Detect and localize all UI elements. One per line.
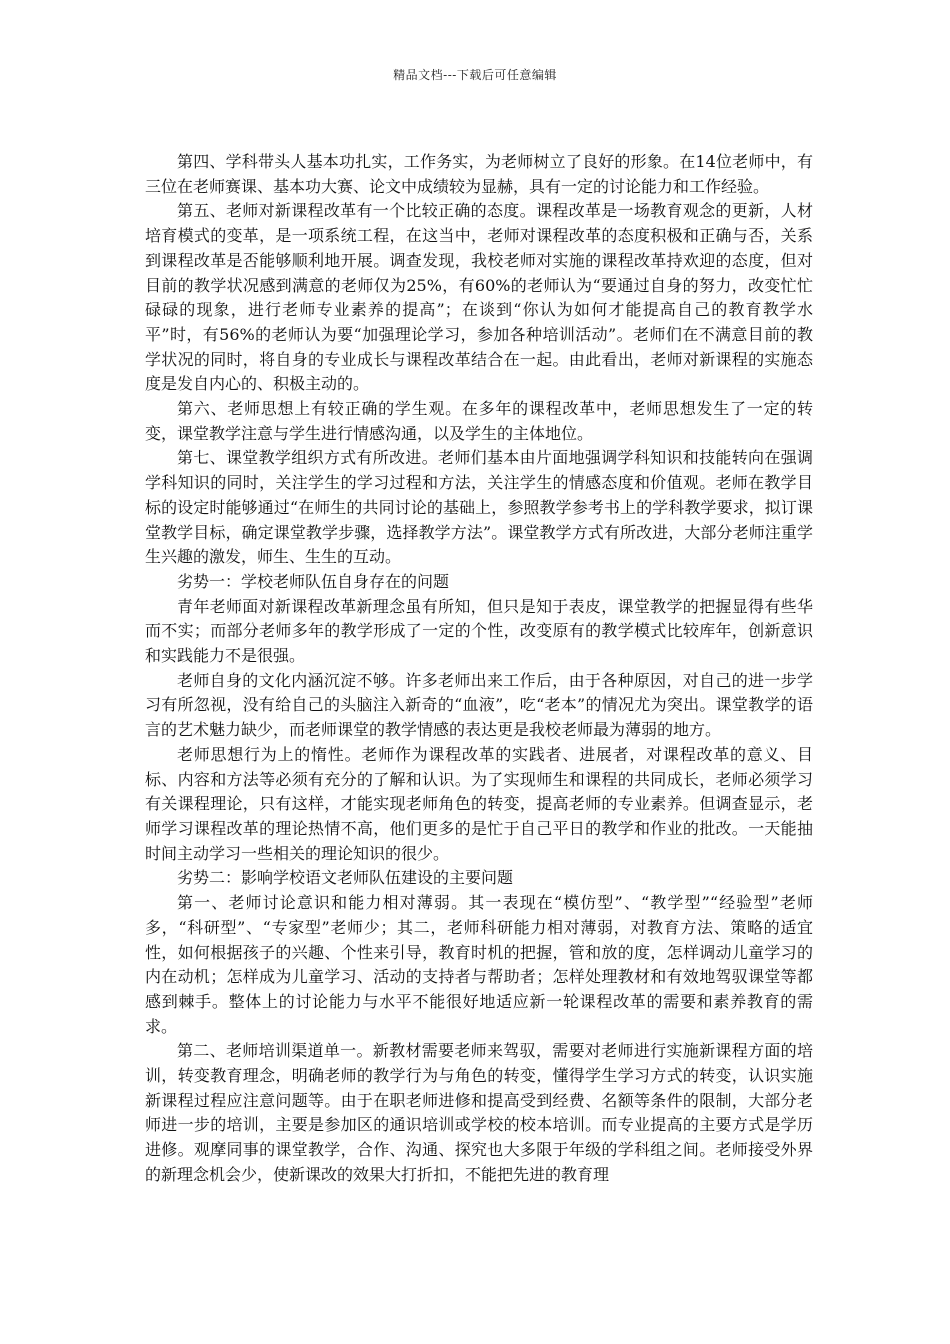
heading-weakness-2: 劣势二：影响学校语文老师队伍建设的主要问题 <box>177 868 514 888</box>
page-header: 精品文档---下载后可任意编辑 <box>393 68 557 82</box>
paragraph-strength-5: 第五、老师对新课程改革有一个比较正确的态度。课程改革是一场教育观念的更新，人材培育模式的变革，是一项系统工程，在这当中，老师对课程改革的态度积极和正确与否，关系到课程改革是否能够顺利地开展。调查发现，我校老师对实施的课程改革持欢迎的态度，但对目前的教学状况感到满意的老师仅为25%，有60%的老师认为“要通过自身的努力，改变忙忙碌碌的现象，进行老师专业素养的提高”；在谈到“你认为如何才能提高自己的教育教学水平”时，有56%的老师认为要“加强理论学习，参加各种培训活动”。老师们在不满意目前的教学状况的同时，将自身的专业成长与课程改革结合在一起。由此看出，老师对新课程的实施态度是发自内心的、积极主动的。 <box>145 201 813 394</box>
paragraph-inertia: 老师思想行为上的惰性。老师作为课程改革的实践者、进展者，对课程改革的意义、目标、内容和方法等必须有充分的了解和认识。为了实现师生和课程的共同成长，老师必须学习有关课程理论，只有这样，才能实现老师角色的转变，提高老师的专业素养。但调查显示，老师学习课程改革的理论热情不高，他们更多的是忙于自己平日的教学和作业的批改。一天能抽时间主动学习一些相关的理论知识的很少。 <box>145 744 813 863</box>
document-body <box>145 150 813 1188</box>
paragraph-training-channels: 第二、老师培训渠道单一。新教材需要老师来驾驭，需要对老师进行实施新课程方面的培训，转变教育理念，明确老师的教学行为与角色的转变，懂得学生学习方式的转变，认识实施新课程过程应注意问题等。由于在职老师进修和提高受到经费、名额等条件的限制，大部分老师进一步的培训，主要是参加区的通识培训或学校的校本培训。而专业提高的主要方式是学历进修。观摩同事的课堂教学，合作、沟通、探究也大多限于年级的学科组之间。老师接受外界的新理念机会少，使新课改的效果大打折扣，不能把先进的教育理 <box>145 1041 813 1184</box>
paragraph-strength-7: 第七、课堂教学组织方式有所改进。老师们基本由片面地强调学科知识和技能转向在强调学科知识的同时，关注学生的学习过程和方法，关注学生的情感态度和价值观。老师在教学目标的设定时能够通过“在师生的共同讨论的基础上，参照教学参考书上的学科教学要求，拟订课堂教学目标，确定课堂教学步骤，选择教学方法”。课堂教学方式有所改进，大部分老师注重学生兴趣的激发，师生、生生的互动。 <box>145 448 813 567</box>
paragraph-young-teachers: 青年老师面对新课程改革新理念虽有所知，但只是知于表皮，课堂教学的把握显得有些华而不实；而部分老师多年的教学形成了一定的个性，改变原有的教学模式比较库年，创新意识和实践能力不是很强。 <box>145 596 813 666</box>
paragraph-cultural-depth: 老师自身的文化内涵沉淀不够。许多老师出来工作后，由于各种原因，对自己的进一步学习有所忽视，没有给自己的头脑注入新奇的“血液”，吃“老本”的情况尤为突出。课堂教学的语言的艺术魅力缺少，而老师课堂的教学情感的表达更是我校老师最为薄弱的地方。 <box>145 670 813 740</box>
paragraph-strength-6: 第六、老师思想上有较正确的学生观。在多年的课程改革中，老师思想发生了一定的转变，课堂教学注意与学生进行情感沟通，以及学生的主体地位。 <box>145 399 813 443</box>
paragraph-strength-4: 第四、学科带头人基本功扎实，工作务实，为老师树立了良好的形象。在14位老师中，有三位在老师赛课、基本功大赛、论文中成绩较为显赫，具有一定的讨论能力和工作经验。 <box>145 152 813 196</box>
heading-weakness-1: 劣势一：学校老师队伍自身存在的问题 <box>177 571 450 591</box>
paragraph-research-ability: 第一、老师讨论意识和能力相对薄弱。其一表现在“模仿型”、“教学型”“经验型”老师多，“科研型”、“专家型”老师少；其二，老师科研能力相对薄弱，对教育方法、策略的适宜性，如何根据孩子的兴趣、个性来引导，教育时机的把握，管和放的度，怎样调动儿童学习的内在动机；怎样成为儿童学习、活动的支持者与帮助者；怎样处理教材和有效地驾驭课堂等都感到棘手。整体上的讨论能力与水平不能很好地适应新一轮课程改革的需要和素养教育的需求。 <box>145 893 813 1036</box>
